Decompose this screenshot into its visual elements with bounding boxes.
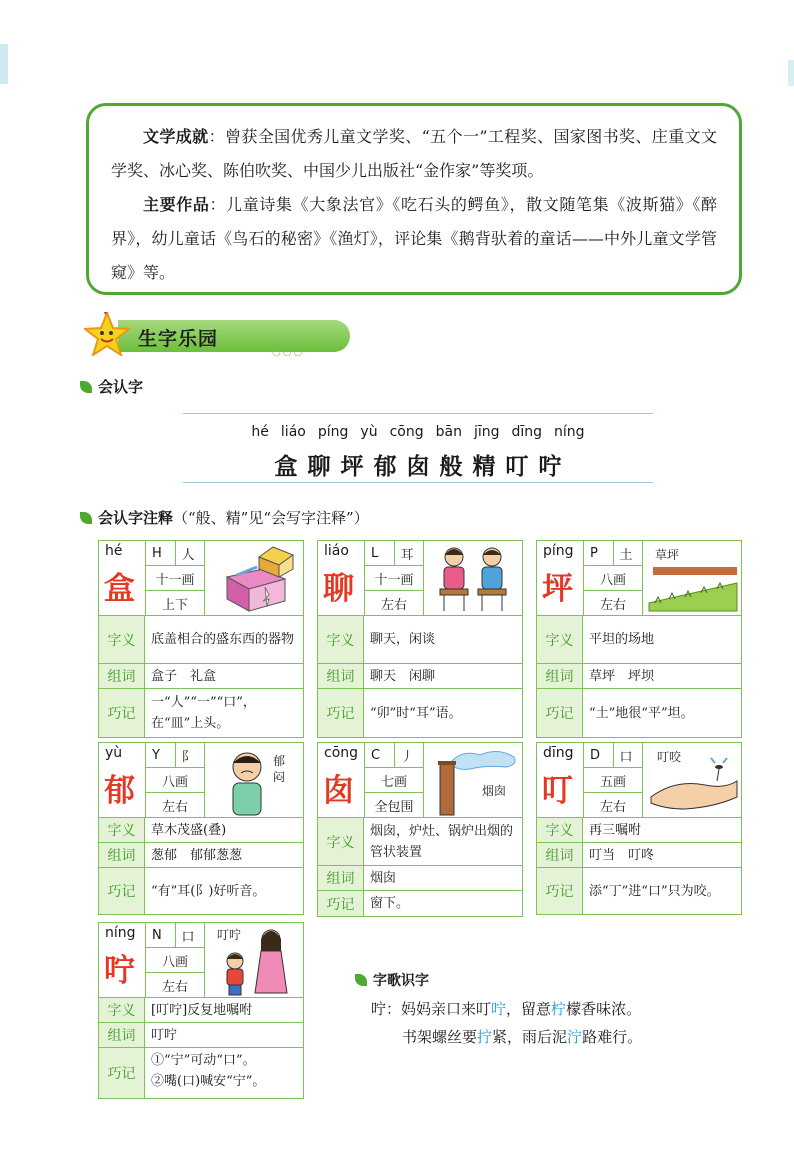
pic-caption: 叮咬 (657, 750, 682, 764)
recognize-pinyin: liáo (280, 424, 306, 440)
pic-caption-line2: 闷 (273, 770, 286, 784)
card-letter: N (152, 927, 162, 943)
card-meaning: 烟囱，炉灶、锅炉出烟的管状装置 (370, 823, 514, 860)
mosquito-bite-illustration (645, 745, 741, 816)
card-letter: C (371, 747, 381, 763)
notes-heading-paren: （“般、精”见“会写字注释”） (173, 509, 369, 527)
mother-and-child-illustration (207, 925, 303, 996)
works-label: 主要作品 (143, 195, 210, 214)
song-text: 檬香味浓。 (566, 1000, 642, 1018)
label-words: 组词 (318, 866, 364, 890)
card-structure: 左右 (599, 598, 626, 613)
leaf-icon (80, 381, 92, 393)
char-card-yu (98, 742, 304, 915)
pic-caption-line1: 郁 (273, 754, 286, 768)
card-strokes: 五画 (584, 768, 642, 793)
card-char: 聊 (323, 571, 354, 607)
label-tip: 巧记 (99, 868, 145, 914)
label-words: 组词 (99, 1023, 145, 1047)
label-meaning: 字义 (99, 818, 145, 842)
notes-heading (80, 507, 369, 528)
recognize-char: 郁 (373, 453, 397, 480)
recognize-pinyin-row (183, 424, 653, 440)
card-structure: 左右 (599, 800, 626, 815)
card-tip-line2: ②嘴(口)喊安“宁”。 (151, 1074, 266, 1089)
song-text: 路难行。 (582, 1028, 643, 1046)
card-letter: P (590, 545, 598, 561)
gift-boxes-illustration (207, 543, 303, 614)
song-heading (355, 970, 429, 990)
card-meaning: 底盖相合的盛东西的器物 (151, 632, 295, 647)
card-radical: 口 (175, 923, 205, 947)
card-radical: 耳 (394, 541, 424, 565)
card-pinyin: dīng (543, 745, 574, 761)
song-text: 咛：妈妈亲口来叮 (371, 1000, 492, 1018)
char-card-liao (317, 540, 523, 738)
pic-caption: 烟囱 (482, 784, 507, 798)
card-strokes: 八画 (146, 948, 204, 973)
card-words: 盒子 礼盒 (151, 668, 217, 684)
song-line-2 (402, 1026, 642, 1047)
card-strokes: 十一画 (146, 566, 204, 591)
recognize-char: 叮 (505, 453, 529, 480)
song-heading-text: 字歌识字 (373, 973, 429, 989)
card-pinyin: níng (105, 925, 136, 941)
card-radical: 阝 (175, 743, 205, 767)
char-card-ping (536, 540, 742, 738)
lawn-illustration (645, 543, 741, 614)
card-structure: 左右 (161, 800, 188, 815)
card-char: 盒 (104, 571, 135, 607)
label-meaning: 字义 (318, 616, 364, 663)
label-meaning: 字义 (537, 616, 583, 663)
card-strokes: 八画 (584, 566, 642, 591)
card-tip: “土”地很“平”坦。 (589, 705, 694, 721)
banner-dots-decoration: ○○○ (272, 347, 305, 358)
card-meaning: 草木茂盛(叠) (151, 822, 227, 838)
card-tip: “卯”时“耳”语。 (370, 705, 462, 721)
recognize-char: 般 (439, 453, 463, 480)
recognize-char: 精 (472, 453, 496, 480)
card-radical: 口 (613, 743, 643, 767)
card-words: 聊天 闲聊 (370, 668, 436, 684)
works-paragraph (111, 188, 717, 290)
recognize-heading (80, 376, 143, 397)
star-icon (84, 312, 130, 356)
card-words: 葱郁 郁郁葱葱 (151, 847, 243, 863)
card-char: 囱 (323, 773, 354, 809)
card-strokes: 七画 (365, 768, 423, 793)
card-pinyin: yù (105, 745, 123, 761)
card-tip: 窗下。 (370, 896, 410, 911)
author-intro-box (86, 103, 742, 295)
card-words: 草坪 坪坝 (589, 668, 655, 684)
card-meaning: 聊天，闲谈 (370, 632, 436, 647)
card-tip: 一“人”“一”“口”，在“皿”上头。 (151, 695, 256, 731)
card-radical: 丿 (394, 743, 424, 767)
recognize-char: 盒 (274, 453, 298, 480)
recognize-char: 聊 (307, 453, 331, 480)
label-words: 组词 (537, 843, 583, 867)
card-structure: 上下 (161, 598, 188, 613)
recognize-char: 囱 (406, 453, 430, 480)
achievement-text: ：曾获全国优秀儿童文学奖、“五个一”工程奖、国家图书奖、庄重文文学奖、冰心奖、陈伯吹奖、中国少儿出版社“金作家”等奖项。 (111, 127, 717, 180)
card-strokes: 十一画 (365, 566, 423, 591)
pic-caption: 叮咛 (217, 928, 242, 942)
label-meaning: 字义 (99, 998, 145, 1022)
pic-caption: 草坪 (655, 548, 680, 562)
leaf-icon (355, 974, 367, 986)
card-meaning: 再三嘱咐 (589, 822, 642, 838)
card-letter: H (152, 545, 162, 561)
card-radical: 土 (613, 541, 643, 565)
card-strokes: 八画 (146, 768, 204, 793)
card-meaning: [叮咛]反复地嘱咐 (151, 1002, 253, 1018)
card-structure: 左右 (161, 980, 188, 995)
recognize-pinyin: níng (554, 424, 585, 440)
char-card-ding (536, 742, 742, 915)
recognize-pinyin: bān (435, 424, 462, 440)
recognize-char: 坪 (340, 453, 364, 480)
leaf-icon (80, 512, 92, 524)
recognize-pinyin: píng (317, 424, 349, 440)
works-text: ：儿童诗集《大象法官》《吃石头的鳄鱼》，散文随笔集《波斯猫》《醉界》，幼儿童话《鸟石的秘密》《渔灯》，评论集《鹅背驮着的童话——中外儿童文学管窥》等。 (111, 195, 717, 282)
gloomy-boy-illustration (207, 745, 303, 816)
two-children-chatting-illustration (426, 543, 522, 614)
recognize-pinyin: cōng (389, 424, 424, 440)
card-pinyin: píng (543, 543, 574, 559)
recognize-chars-row (183, 448, 653, 481)
card-tip (145, 1048, 303, 1098)
card-structure: 左右 (380, 598, 407, 613)
chimney-illustration (426, 745, 522, 816)
card-structure: 全包围 (374, 800, 414, 815)
label-meaning: 字义 (537, 818, 583, 842)
song-highlight: 柠 (551, 1000, 567, 1018)
label-tip: 巧记 (99, 689, 145, 737)
song-text: 书架螺丝要 (402, 1028, 478, 1046)
recognize-pinyin: yù (360, 424, 378, 440)
card-words: 叮当 叮咚 (589, 847, 655, 863)
card-letter: L (371, 545, 379, 561)
card-radical: 人 (175, 541, 205, 565)
divider (183, 482, 653, 483)
label-tip: 巧记 (537, 868, 583, 914)
card-pinyin: liáo (324, 543, 349, 559)
page-edge-mark (788, 60, 794, 86)
song-highlight: 咛 (491, 1000, 507, 1018)
label-meaning: 字义 (318, 818, 364, 865)
card-pinyin: hé (105, 543, 123, 559)
card-pinyin: cōng (324, 745, 359, 761)
notes-heading-text: 会认字注释 (98, 509, 174, 527)
label-tip: 巧记 (318, 689, 364, 737)
label-tip: 巧记 (99, 1048, 145, 1098)
label-meaning: 字义 (99, 616, 145, 663)
section-title: 生字乐园 (138, 328, 219, 350)
label-words: 组词 (318, 664, 364, 688)
char-card-ning (98, 922, 304, 1099)
card-letter: Y (152, 747, 160, 763)
recognize-pinyin: dīng (511, 424, 543, 440)
divider (183, 413, 653, 414)
card-letter: D (590, 747, 601, 763)
card-words: 叮咛 (151, 1027, 178, 1043)
card-char: 叮 (542, 773, 573, 809)
card-char: 郁 (104, 773, 135, 809)
char-card-cong (317, 742, 523, 917)
recognize-pinyin: hé (251, 424, 269, 440)
label-tip: 巧记 (537, 689, 583, 737)
card-tip-line1: ①“宁”可动“口”。 (151, 1053, 256, 1068)
song-text: 紧，雨后泥 (492, 1028, 568, 1046)
label-words: 组词 (99, 843, 145, 867)
card-char: 咛 (104, 953, 135, 989)
card-tip: 添“丁”进“口”只为咬。 (589, 883, 720, 899)
label-words: 组词 (537, 664, 583, 688)
song-text: ，留意 (506, 1000, 552, 1018)
label-words: 组词 (99, 664, 145, 688)
song-highlight: 拧 (477, 1028, 493, 1046)
label-tip: 巧记 (318, 891, 364, 916)
recognize-pinyin: jīng (473, 424, 500, 440)
recognize-char: 咛 (538, 453, 562, 480)
song-line-1 (371, 998, 641, 1019)
section-banner (84, 312, 304, 356)
achievement-paragraph (111, 120, 717, 188)
card-meaning: 平坦的场地 (589, 632, 655, 647)
achievement-label: 文学成就 (143, 127, 209, 146)
card-words: 烟囱 (370, 870, 397, 886)
song-highlight: 泞 (567, 1028, 583, 1046)
char-card-he (98, 540, 304, 738)
card-tip: “有”耳(阝)好听音。 (151, 883, 266, 899)
page-edge-mark (0, 44, 8, 84)
recognize-heading-text: 会认字 (98, 378, 144, 396)
card-char: 坪 (542, 571, 573, 607)
